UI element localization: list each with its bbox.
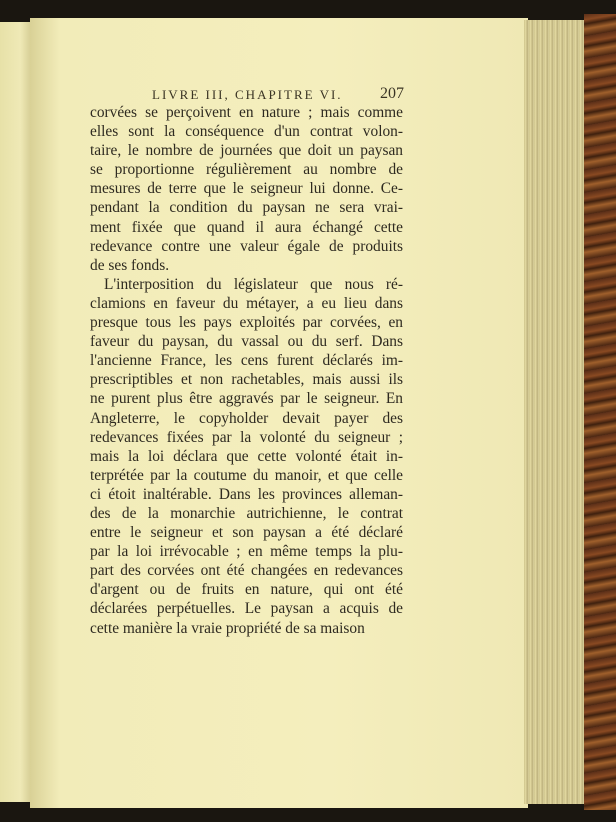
text-line: l'ancienne France, les cens furent déclarés im-: [90, 352, 403, 370]
text-line: taire, le nombre de journées que doit un paysan: [90, 142, 403, 160]
text-line: L'interposition du législateur que nous ré-: [104, 275, 403, 293]
text-line: redevance contre une valeur égale de produits: [90, 237, 403, 255]
text-line: entre le seigneur et son paysan a été déclaré: [90, 524, 403, 542]
text-line: ci étoit inaltérable. Dans les provinces alleman-: [90, 485, 403, 503]
text-line: d'argent ou de fruits en nature, qui ont été: [90, 581, 403, 599]
text-line: ne purent plus être aggravés par le seigneur. En: [90, 390, 403, 408]
text-line: clamions en faveur du métayer, a eu lieu dans: [90, 294, 403, 312]
page-number: 207: [380, 85, 404, 102]
text-line: terprétée par la coutume du manoir, et que celle: [90, 466, 403, 484]
text-line: cette manière la vraie propriété de sa maison: [90, 619, 365, 637]
text-line: Angleterre, le copyholder devait payer des: [90, 409, 403, 427]
text-line: des de la monarchie autrichienne, le contrat: [90, 504, 403, 522]
text-line: ment fixée que quand il aura échangé cette: [90, 218, 403, 236]
page-stack-edges: [524, 20, 586, 804]
text-line: faveur du paysan, du vassal ou du serf. Dans: [90, 333, 403, 351]
body-text: [90, 103, 403, 638]
text-line: elles sont la conséquence d'un contrat volon-: [90, 123, 403, 141]
text-line: part des corvées ont été changées en redevances: [90, 562, 403, 580]
text-line: par la loi irrévocable ; en même temps la plu-: [90, 543, 403, 561]
text-line: presque tous les pays exploités par corvées, en: [90, 314, 403, 332]
text-line: redevances fixées par la volonté du seigneur ;: [90, 428, 403, 446]
marbled-cover: [584, 14, 616, 810]
paragraph: [90, 103, 403, 275]
text-line: pendant la condition du paysan ne sera vrai-: [90, 199, 403, 217]
text-line: corvées se perçoivent en nature ; mais comme: [90, 104, 403, 121]
paragraph: [90, 275, 403, 638]
running-header: [152, 87, 404, 103]
text-line: mais la loi déclara que cette volonté était in-: [90, 447, 403, 465]
text-line: de ses fonds.: [90, 256, 170, 274]
text-line: prescriptibles et non rachetables, mais aussi ils: [90, 371, 403, 389]
text-line: se proportionne régulièrement au nombre de: [90, 161, 403, 179]
facing-page-edge: [0, 22, 34, 802]
running-title: LIVRE III, CHAPITRE VI.: [152, 87, 343, 102]
text-line: mesures de terre que le seigneur lui donne. Ce-: [90, 180, 403, 198]
text-line: déclarées perpétuelles. Le paysan a acquis de: [90, 600, 403, 618]
